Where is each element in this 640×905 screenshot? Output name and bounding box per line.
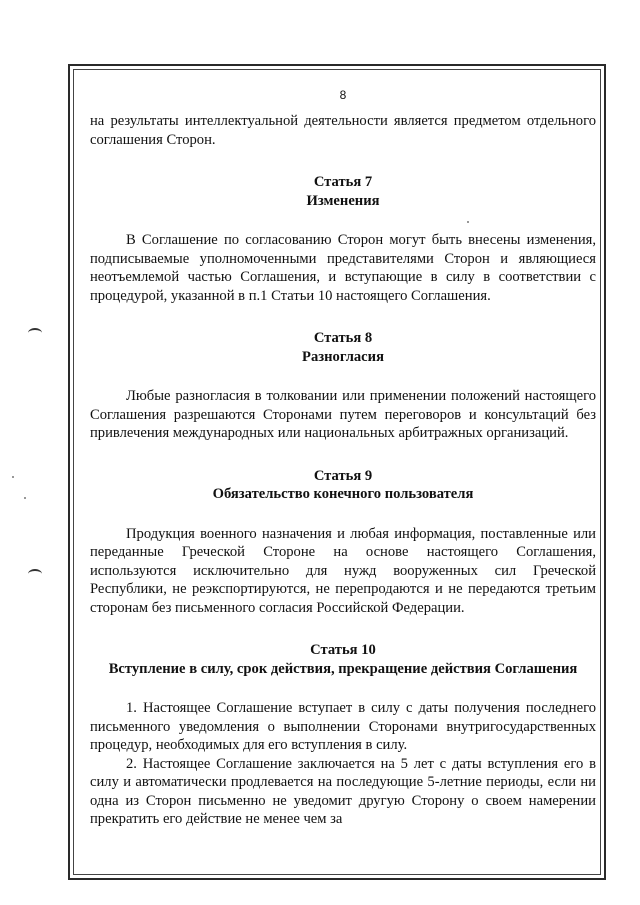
margin-mark xyxy=(28,569,42,579)
article-number: Статья 10 xyxy=(310,642,376,658)
article-title: Разногласия xyxy=(302,348,384,365)
article-paragraph: 2. Настоящее Соглашение заключается на 5 лет с даты вступления его в силу и автоматически продлевается на последующие 5-летние периоды, если ни одна из Сторон письменно не уведомит другую Сторону о своем намерении прекратить его действие не менее чем за xyxy=(90,755,596,827)
article-title: Вступление в силу, срок действия, прекращение действия Соглашения xyxy=(108,660,578,677)
article-9 xyxy=(90,467,596,618)
article-number: Статья 8 xyxy=(313,330,373,346)
page-number: 8 xyxy=(339,88,347,102)
article-paragraph: Продукция военного назначения и любая информация, поставленные или переданные Греческой Стороне на основе настоящего Соглашения, используются исключительно для нужд вооруженных сил Греческой Республики, не реэкспортируются, не перепродаются и не передаются третьим сторонам без письменного согласия Российской Федерации. xyxy=(90,525,596,616)
article-paragraph: В Соглашение по согласованию Сторон могут быть внесены изменения, подписываемые уполномоченными представителями Сторон и являющиеся неотъемлемой частью Соглашения, и вступающие в силу в соответствии с процедурой, указанной в п.1 Статьи 10 настоящего Соглашения. xyxy=(90,232,596,304)
scan-speck xyxy=(24,497,26,499)
article-7 xyxy=(90,173,596,305)
article-paragraph: 1. Настоящее Соглашение вступает в силу с даты получения последнего письменного уведомления о выполнении Сторонами внутригосударственных процедур, необходимых для его вступления в силу. xyxy=(90,700,596,753)
article-title: Изменения xyxy=(306,192,380,209)
article-number: Статья 9 xyxy=(313,467,373,484)
document-body xyxy=(90,88,596,829)
article-title: Обязательство конечного пользователя xyxy=(212,486,474,502)
intro-paragraph: на результаты интеллектуальной деятельности является предметом отдельного соглашения Сторон. xyxy=(90,113,596,148)
article-number: Статья 7 xyxy=(313,174,373,190)
article-10 xyxy=(90,641,596,829)
article-paragraph: Любые разногласия в толковании или применении положений настоящего Соглашения разрешаются Сторонами путем переговоров и консультаций без привлечения международных или национальных арбитражных организаций. xyxy=(90,388,596,441)
scan-speck xyxy=(12,476,14,478)
article-8 xyxy=(90,329,596,443)
margin-mark xyxy=(28,328,42,338)
